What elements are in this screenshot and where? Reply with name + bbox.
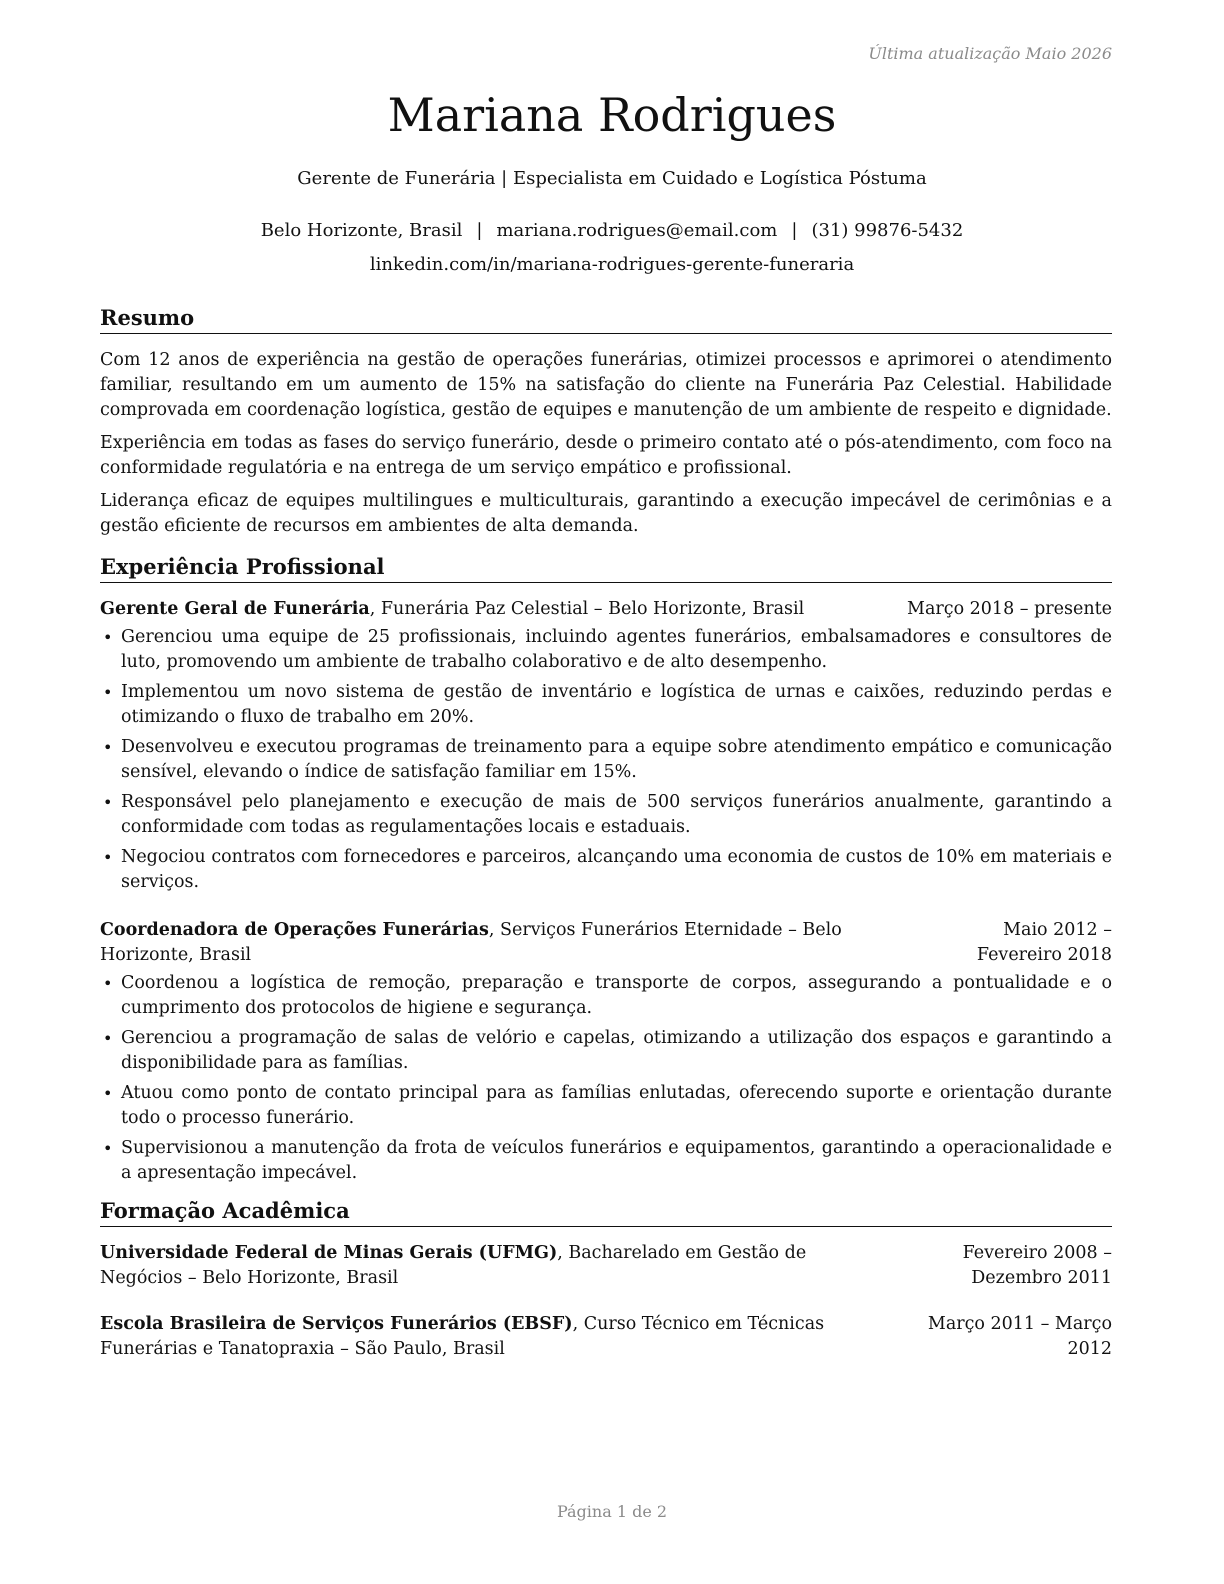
list-item: • Desenvolveu e executou programas de treinamento para a equipe sobre atendimento empático e comunicação sensível, elevando o índice de satisfação familiar em 15%. bbox=[103, 737, 1112, 782]
phone: (31) 99876-5432 bbox=[811, 220, 964, 241]
contact-separator: | bbox=[476, 220, 483, 241]
job-role: Coordenadora de Operações Funerárias bbox=[100, 920, 489, 940]
email-link[interactable]: mariana.rodrigues@email.com bbox=[496, 220, 778, 241]
job-header bbox=[100, 918, 1112, 968]
job-role: Gerente Geral de Funerária bbox=[100, 599, 370, 619]
section-title-experience: Experiência Profissional bbox=[100, 553, 1112, 583]
degree-detail: , Curso Técnico em Técnicas Funerárias e Tanatopraxia – São Paulo, Brasil bbox=[100, 1314, 825, 1359]
list-item: • Negociou contratos com fornecedores e parceiros, alcançando uma economia de custos de 10% em materiais e serviços. bbox=[103, 847, 1112, 892]
linkedin-link[interactable]: linkedin.com/in/mariana-rodrigues-gerente-funeraria bbox=[369, 254, 855, 275]
degree-detail: , Bacharelado em Gestão de Negócios – Belo Horizonte, Brasil bbox=[100, 1243, 807, 1288]
location: Belo Horizonte, Brasil bbox=[260, 220, 463, 241]
contact-line bbox=[0, 220, 1224, 241]
bullet-icon: • bbox=[103, 1084, 113, 1103]
job-org: , Funerária Paz Celestial – Belo Horizonte, Brasil bbox=[369, 599, 805, 619]
bullet-icon: • bbox=[103, 1139, 113, 1158]
education-dates: Março 2011 – Março 2012 bbox=[927, 1314, 1112, 1359]
bullet-icon: • bbox=[103, 974, 113, 993]
summary-paragraph: Com 12 anos de experiência na gestão de operações funerárias, otimizei processos e aprimorei o atendimento familiar, resultando em um aumento de 15% na satisfação do cliente na Funerária Paz Celestial. Habilidade comprovada em coordenação logística, gestão de equipes e manutenção de um ambiente de respeito e dignidade. bbox=[100, 350, 1112, 420]
school-name: Universidade Federal de Minas Gerais (UFMG) bbox=[100, 1243, 558, 1263]
headline: Gerente de Funerária | Especialista em Cuidado e Logística Póstuma bbox=[297, 168, 927, 189]
bullet-icon: • bbox=[103, 683, 113, 702]
section-title-education: Formação Acadêmica bbox=[100, 1197, 1112, 1227]
last-updated: Última atualização Maio 2026 bbox=[868, 44, 1112, 63]
job-header bbox=[100, 597, 1112, 622]
job-bullets bbox=[100, 625, 1112, 895]
summary-paragraph: Liderança eficaz de equipes multilingues e multiculturais, garantindo a execução impecável de cerimônias e a gestão eficiente de recursos em ambientes de alta demanda. bbox=[100, 491, 1112, 536]
candidate-name: Mariana Rodrigues bbox=[387, 88, 837, 142]
list-item: • Supervisionou a manutenção da frota de veículos funerários e equipamentos, garantindo a operacionalidade e a apresentação impecável. bbox=[103, 1138, 1112, 1183]
job-bullets bbox=[100, 971, 1112, 1186]
list-item: • Gerenciou uma equipe de 25 profissionais, incluindo agentes funerários, embalsamadores e consultores de luto, promovendo um ambiente de trabalho colaborativo e de alto desempenho. bbox=[103, 627, 1112, 672]
bullet-icon: • bbox=[103, 793, 113, 812]
summary-paragraph: Experiência em todas as fases do serviço funerário, desde o primeiro contato até o pós-atendimento, com foco na conformidade regulatória e na entrega de um serviço empático e profissional. bbox=[100, 433, 1112, 478]
school-name: Escola Brasileira de Serviços Funerários (EBSF) bbox=[100, 1314, 573, 1334]
list-item: • Responsável pelo planejamento e execução de mais de 500 serviços funerários anualmente, garantindo a conformidade com todas as regulamentações locais e estaduais. bbox=[103, 792, 1112, 837]
page-number: Página 1 de 2 bbox=[556, 1502, 668, 1521]
job-org: , Serviços Funerários Eternidade – Belo Horizonte, Brasil bbox=[100, 920, 842, 965]
section-title-summary: Resumo bbox=[100, 304, 1112, 334]
bullet-icon: • bbox=[103, 738, 113, 757]
bullet-icon: • bbox=[103, 628, 113, 647]
resume-body bbox=[100, 304, 1112, 1365]
bullet-icon: • bbox=[103, 1029, 113, 1048]
education-dates: Fevereiro 2008 – Dezembro 2011 bbox=[962, 1243, 1112, 1288]
bullet-icon: • bbox=[103, 848, 113, 867]
education-header bbox=[100, 1241, 1112, 1291]
list-item: • Implementou um novo sistema de gestão de inventário e logística de urnas e caixões, reduzindo perdas e otimizando o fluxo de trabalho em 20%. bbox=[103, 682, 1112, 727]
job-dates: Maio 2012 – Fevereiro 2018 bbox=[976, 920, 1112, 965]
list-item: • Coordenou a logística de remoção, preparação e transporte de corpos, assegurando a pontualidade e o cumprimento dos protocolos de higiene e segurança. bbox=[103, 973, 1112, 1018]
list-item: • Gerenciou a programação de salas de velório e capelas, otimizando a utilização dos espaços e garantindo a disponibilidade para as famílias. bbox=[103, 1028, 1112, 1073]
contact-separator: | bbox=[791, 220, 798, 241]
job-dates: Março 2018 – presente bbox=[907, 599, 1112, 619]
list-item: • Atuou como ponto de contato principal para as famílias enlutadas, oferecendo suporte e orientação durante todo o processo funerário. bbox=[103, 1083, 1112, 1128]
education-header bbox=[100, 1312, 1112, 1362]
